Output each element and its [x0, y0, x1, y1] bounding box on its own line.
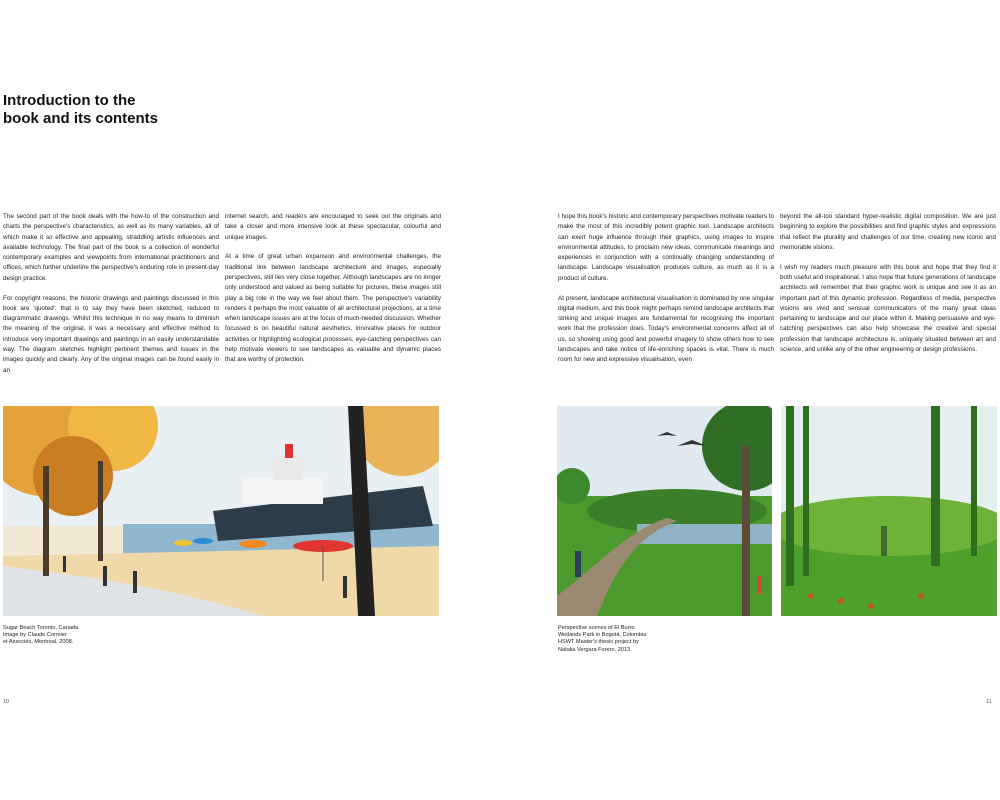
text-column-4	[780, 212, 996, 365]
paragraph: internet search, and readers are encouraged to seek out the originals and take a closer and more intensive look at these spectacular, colourful and unique images.	[225, 213, 441, 241]
caption-line: HSWT Master's thesis project by	[558, 639, 639, 646]
text-column-1	[3, 212, 219, 385]
paragraph: At a time of great urban expansion and environmental challenges, the traditional link between landscape architecture and images, especially perspectives, still lies very close together. Although landscapes are no longer only understood and valued as being suitable for pictures, these images still play a big role in the way we feel about them. The perspective's variability renders it perhaps the most valuable of all architectural projections, at a time when landscape issues are at the focus of much-needed discussion. Whether focussed is on beautiful natural aesthetics, innovative places for outdoor activities or highlighting ecological processes, eye-catching perspectives can help motivate viewers to see landscapes as valuable and dynamic places that are worthy of protection.	[225, 253, 441, 364]
text-column-3	[558, 212, 774, 375]
caption-line: Sugar Beach Toronto, Canada.	[3, 625, 80, 631]
paragraph: I hope this book's historic and contemporary perspectives motivate readers to make the most of this incredibly potent graphic tool. Landscape architects can exert huge influence through their graphics, using images to inspire environmental attitudes, to proclaim new ideas, communicate meanings and experiences in conjunction with a continually changing understanding of landscape. Landscape visualisation produces culture, as much as it is a product of culture.	[558, 213, 774, 282]
paragraph: The second part of the book deals with the how-to of the construction and charts the perspective's characteristics, as well as its many variables, all of which make it so effective and appealing, straddling artistic influences and available technology. The final part of the book is a collection of wonderful contemporary examples and viewpoints from international practitioners and offices, which further underline the perspective's enduring role in present-day design practice.	[3, 213, 219, 282]
text-column-2	[225, 212, 441, 375]
paragraph: beyond the all-too standard hyper-realistic digital composition. We are just beginning to explore the possibilities and find graphic styles and expressions that reflect the plurality and challenges of our time, creating new iconic and memorable visions.	[780, 213, 996, 251]
wetland-boardwalk-illustration	[557, 406, 772, 616]
caption-line: Natalia Vergara Forero, 2013.	[558, 646, 632, 653]
figure-caption-left	[3, 625, 80, 647]
wetland-meadow-illustration	[781, 406, 997, 616]
page-number-left: 10	[3, 699, 10, 705]
heading-line-2: book and its contents	[3, 110, 159, 127]
chapter-heading	[3, 92, 158, 128]
caption-line: et Associés, Montreal, 2008.	[3, 639, 74, 646]
caption-line: Image by Claude Cormier	[3, 632, 67, 639]
paragraph: At present, landscape architectural visualisation is dominated by one singular digital medium, and this book might perhaps remind landscape architects that striking and unique images are fundamental for recognising the important work that the profession does. Today's environmental concerns affect all of us, so showing using good and powerful imagery to show others how to see landscapes and take notice of life-enriching spaces is vital. There is much room for new and expressive visualisation, even	[558, 294, 774, 364]
caption-line: Perspective scenes of El Burro	[558, 625, 635, 631]
figure-caption-right	[558, 625, 646, 654]
page-number-right: 11	[986, 699, 992, 705]
sugar-beach-illustration	[3, 406, 439, 616]
heading-line-1: Introduction to the	[3, 92, 136, 109]
paragraph: I wish my readers much pleasure with this book and hope that they find it both useful and inspirational. I also hope that future generations of landscape architects will remember that their graphic work is unique and see it as an important part of this dynamic profession. Regardless of media, perspective visions are vivid and sensual communicators of the many great ideas pertaining to landscape and our place within it. Making persuasive and eye-catching perspectives can also help showcase the creative and special profession that landscape architecture is, uniquely situated between art and science, and unlike any of the other engineering or design professions.	[780, 263, 996, 354]
caption-line: Wetlands Park in Bogotá, Colombia	[558, 632, 647, 639]
paragraph: For copyright reasons, the historic drawings and paintings discussed in this book are 'quoted', that is to say they have been sketched, reduced to diagrammatic drawings. Whilst this technique in no way means to diminish the meaning of the original, it was a necessary and effective method to introduce very important drawings and paintings in an easily understandable way. The diagram sketches highlight pertinent themes and issues in the images quickly and clearly. Any of the original images can be found easily in an	[3, 294, 219, 374]
